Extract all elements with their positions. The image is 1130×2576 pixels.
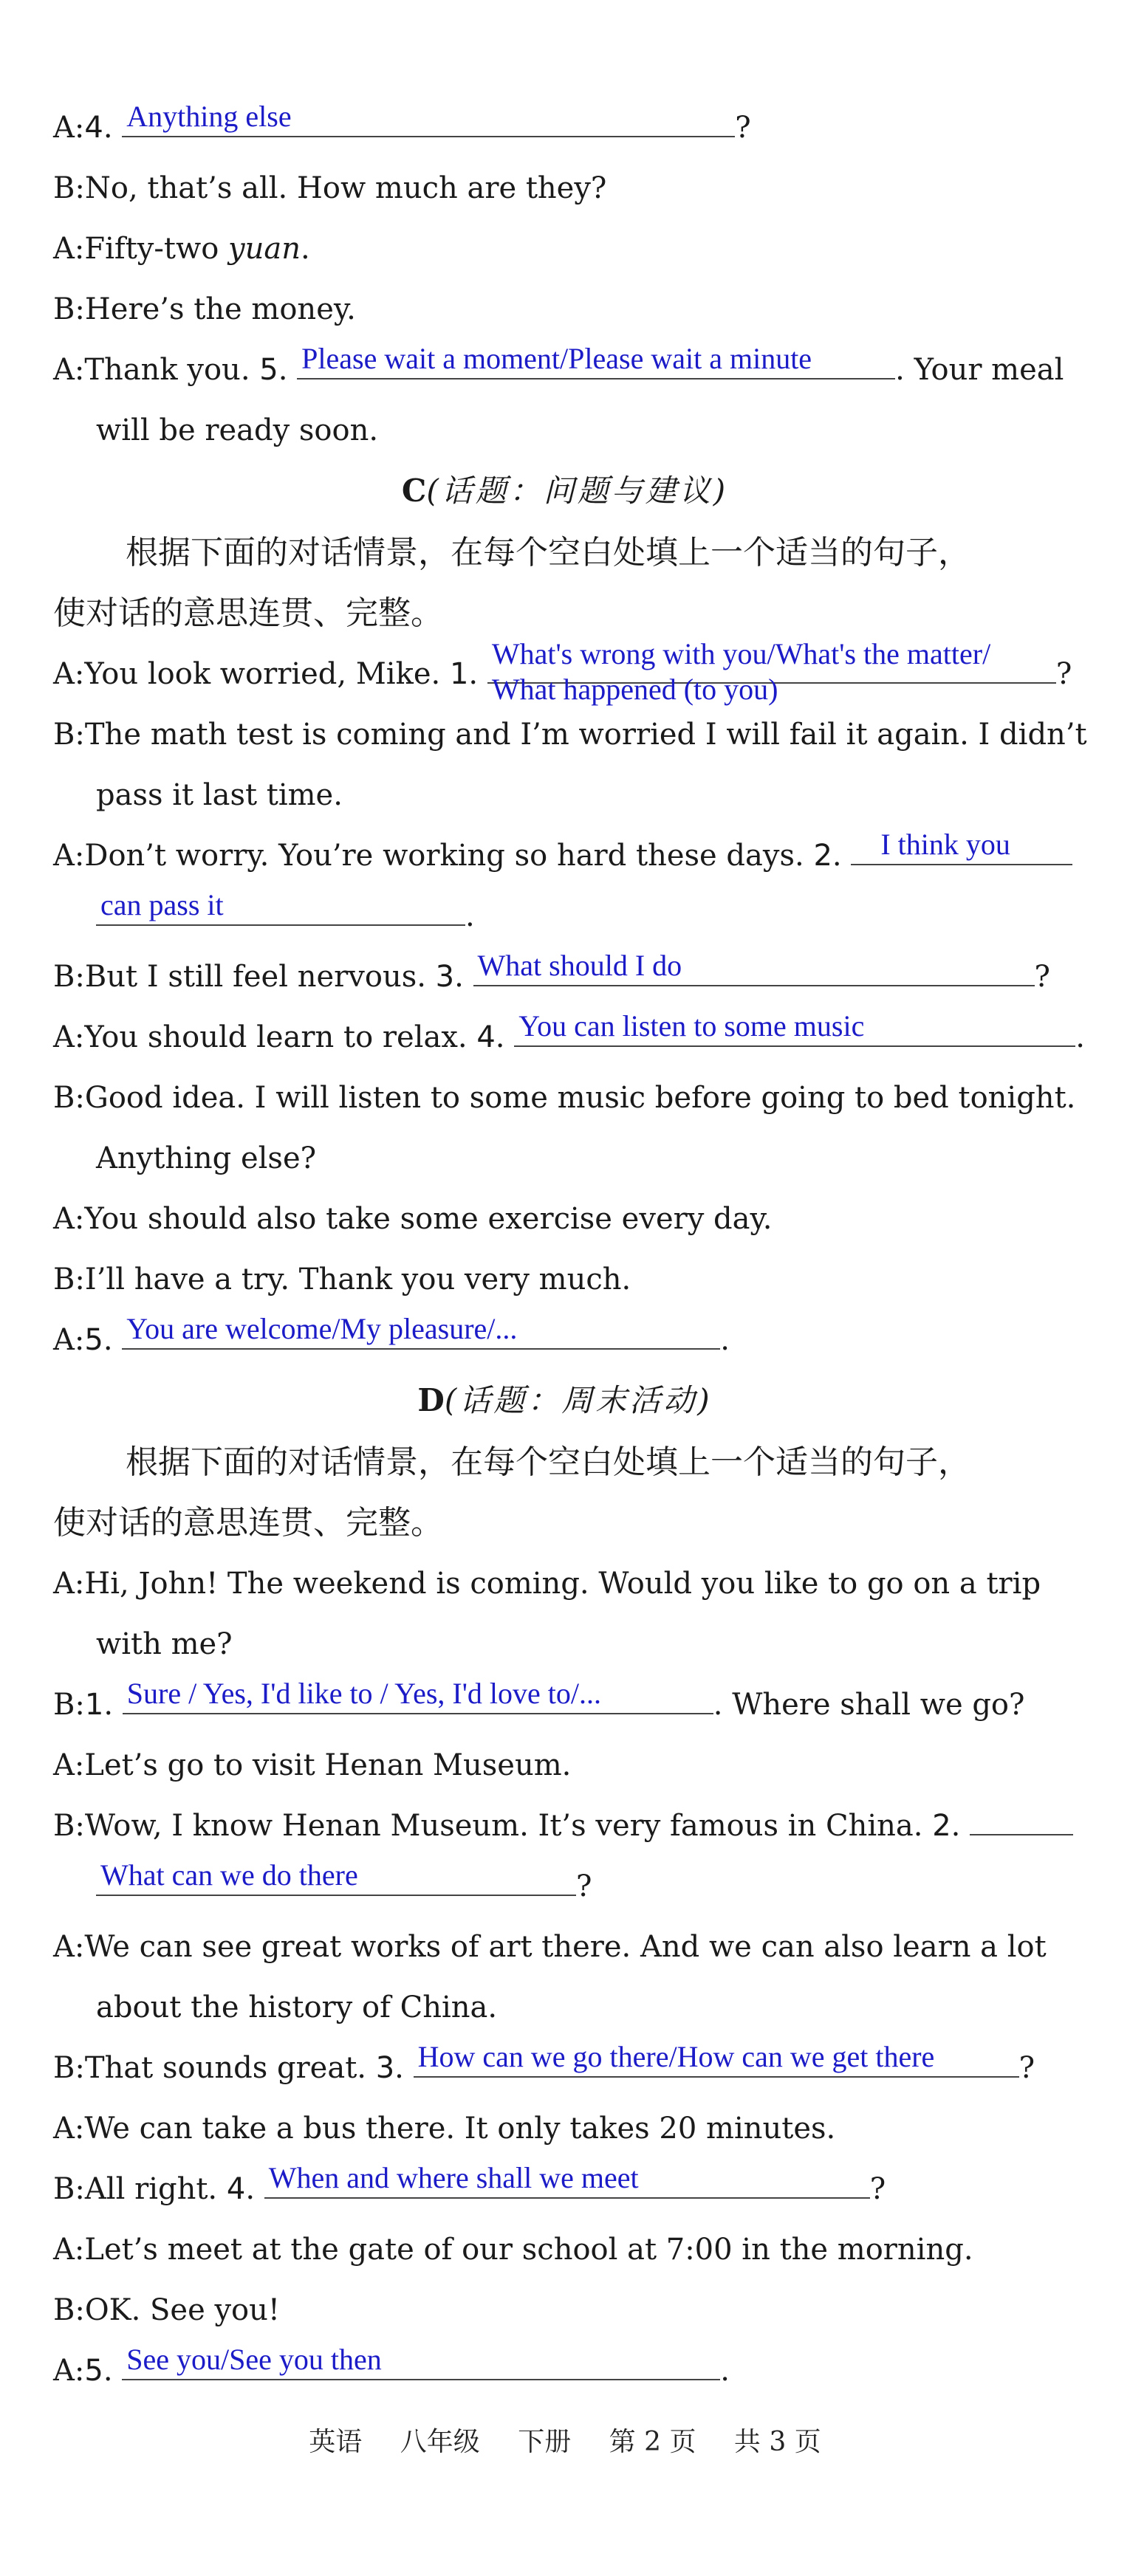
dialog-line: B:The math test is coming and I’m worried I will fail it again. I didn’t	[53, 718, 1087, 752]
dialog-line: B:I’ll have a try. Thank you very much.	[53, 1263, 631, 1296]
page-footer	[0, 2420, 1130, 2465]
dialog-line: A:Let’s go to visit Henan Museum.	[53, 1748, 572, 1782]
section-heading-c: C(话题：问题与建议)	[401, 473, 729, 509]
footer-subject: 英语	[309, 2427, 363, 2457]
dialog-line: B:Good idea. I will listen to some music before going to bed tonight.	[53, 1081, 1076, 1115]
dialog-line: A:Thank you. 5. Please wait a moment/Please wait a minute . Your meal	[53, 342, 1064, 387]
dialog-line: A:You should also take some exercise every day.	[53, 1202, 773, 1236]
dialog-line: B:Here’s the money.	[53, 292, 356, 326]
dialog-line: A:5. See you/See you then .	[53, 2343, 730, 2388]
answer-blank[interactable]: Please wait a moment/Please wait a minute	[297, 344, 895, 379]
instruction-text: 使对话的意思连贯、完整。	[53, 1504, 443, 1542]
dialog-line: B:That sounds great. 3. How can we go there/How can we get there ?	[53, 2040, 1035, 2085]
answer-blank[interactable]: I think you	[851, 830, 1072, 865]
dialog-line: can pass it .	[0, 886, 1130, 947]
footer-total: 共 3 页	[733, 2427, 821, 2457]
answer-blank[interactable]: How can we go there/How can we get there	[414, 2042, 1019, 2078]
instruction-text: 根据下面的对话情景，在每个空白处填上一个适当的句子，	[126, 1443, 970, 1481]
answer-blank[interactable]: What should I do	[473, 951, 1035, 986]
dialog-line: B:Wow, I know Henan Museum. It’s very famous in China. 2.	[0, 1796, 1130, 1856]
answer-blank[interactable]: You can listen to some music	[514, 1011, 1075, 1047]
dialog-line: B:All right. 4. When and where shall we meet ?	[53, 2161, 886, 2206]
footer-grade: 八年级	[400, 2427, 480, 2457]
dialog-line: A:4. Anything else ?	[53, 100, 751, 145]
answer-blank[interactable]: When and where shall we meet	[264, 2163, 870, 2199]
answer-blank[interactable]: You are welcome/My pleasure/...	[122, 1314, 720, 1350]
section-heading-d: D(话题：周末活动)	[417, 1382, 713, 1418]
dialog-line: B:No, that’s all. How much are they?	[53, 171, 607, 205]
dialog-line: What can we do there ?	[0, 1856, 1130, 1917]
dialog-line: B:1. Sure / Yes, I'd like to / Yes, I'd love to/... . Where shall we go?	[53, 1677, 1025, 1722]
answer-blank[interactable]: Anything else	[122, 102, 735, 137]
dialog-line: A:We can take a bus there. It only takes 20 minutes.	[53, 2112, 836, 2146]
dialog-line: A:Let’s meet at the gate of our school at 7:00 in the morning.	[53, 2233, 973, 2267]
dialog-line: B:OK. See you!	[53, 2293, 280, 2327]
dialog-line: A:You look worried, Mike. 1. What's wrong with you/What's the matter/ What happened (to you) ?	[53, 637, 1072, 706]
dialog-line: A:5. You are welcome/My pleasure/... .	[53, 1312, 730, 1357]
dialog-line: A:Hi, John! The weekend is coming. Would you like to go on a trip	[53, 1567, 1041, 1601]
dialog-line: about the history of China.	[96, 1991, 498, 2024]
dialog-line: pass it last time.	[96, 778, 343, 812]
footer-volume: 下册	[518, 2427, 572, 2457]
dialog-line: with me?	[96, 1627, 233, 1661]
dialog-line: Anything else?	[96, 1141, 317, 1175]
dialog-line: A:You should learn to relax. 4. You can listen to some music .	[53, 1009, 1085, 1054]
footer-page: 第 2 页	[609, 2427, 696, 2457]
answer-blank[interactable]: See you/See you then	[122, 2345, 720, 2380]
dialog-line: will be ready soon.	[96, 413, 379, 447]
dialog-line: B:But I still feel nervous. 3. What should I do ?	[53, 949, 1050, 994]
answer-blank[interactable]: Sure / Yes, I'd like to / Yes, I'd love to/...	[123, 1679, 713, 1714]
answer-blank[interactable]	[970, 1800, 1073, 1835]
dialog-line: A:We can see great works of art there. And we can also learn a lot	[53, 1930, 1047, 1964]
answer-blank[interactable]: can pass it	[96, 890, 465, 926]
instruction-text: 根据下面的对话情景，在每个空白处填上一个适当的句子，	[126, 534, 970, 571]
instruction-text: 使对话的意思连贯、完整。	[53, 594, 443, 632]
dialog-line: A:Fifty-two yuan.	[53, 232, 310, 266]
answer-blank[interactable]: What can we do there	[96, 1861, 576, 1896]
answer-blank[interactable]: What's wrong with you/What's the matter/ What happened (to you)	[487, 648, 1056, 684]
dialog-line: A:Don’t worry. You’re working so hard these days. 2. I think you	[0, 825, 1130, 886]
